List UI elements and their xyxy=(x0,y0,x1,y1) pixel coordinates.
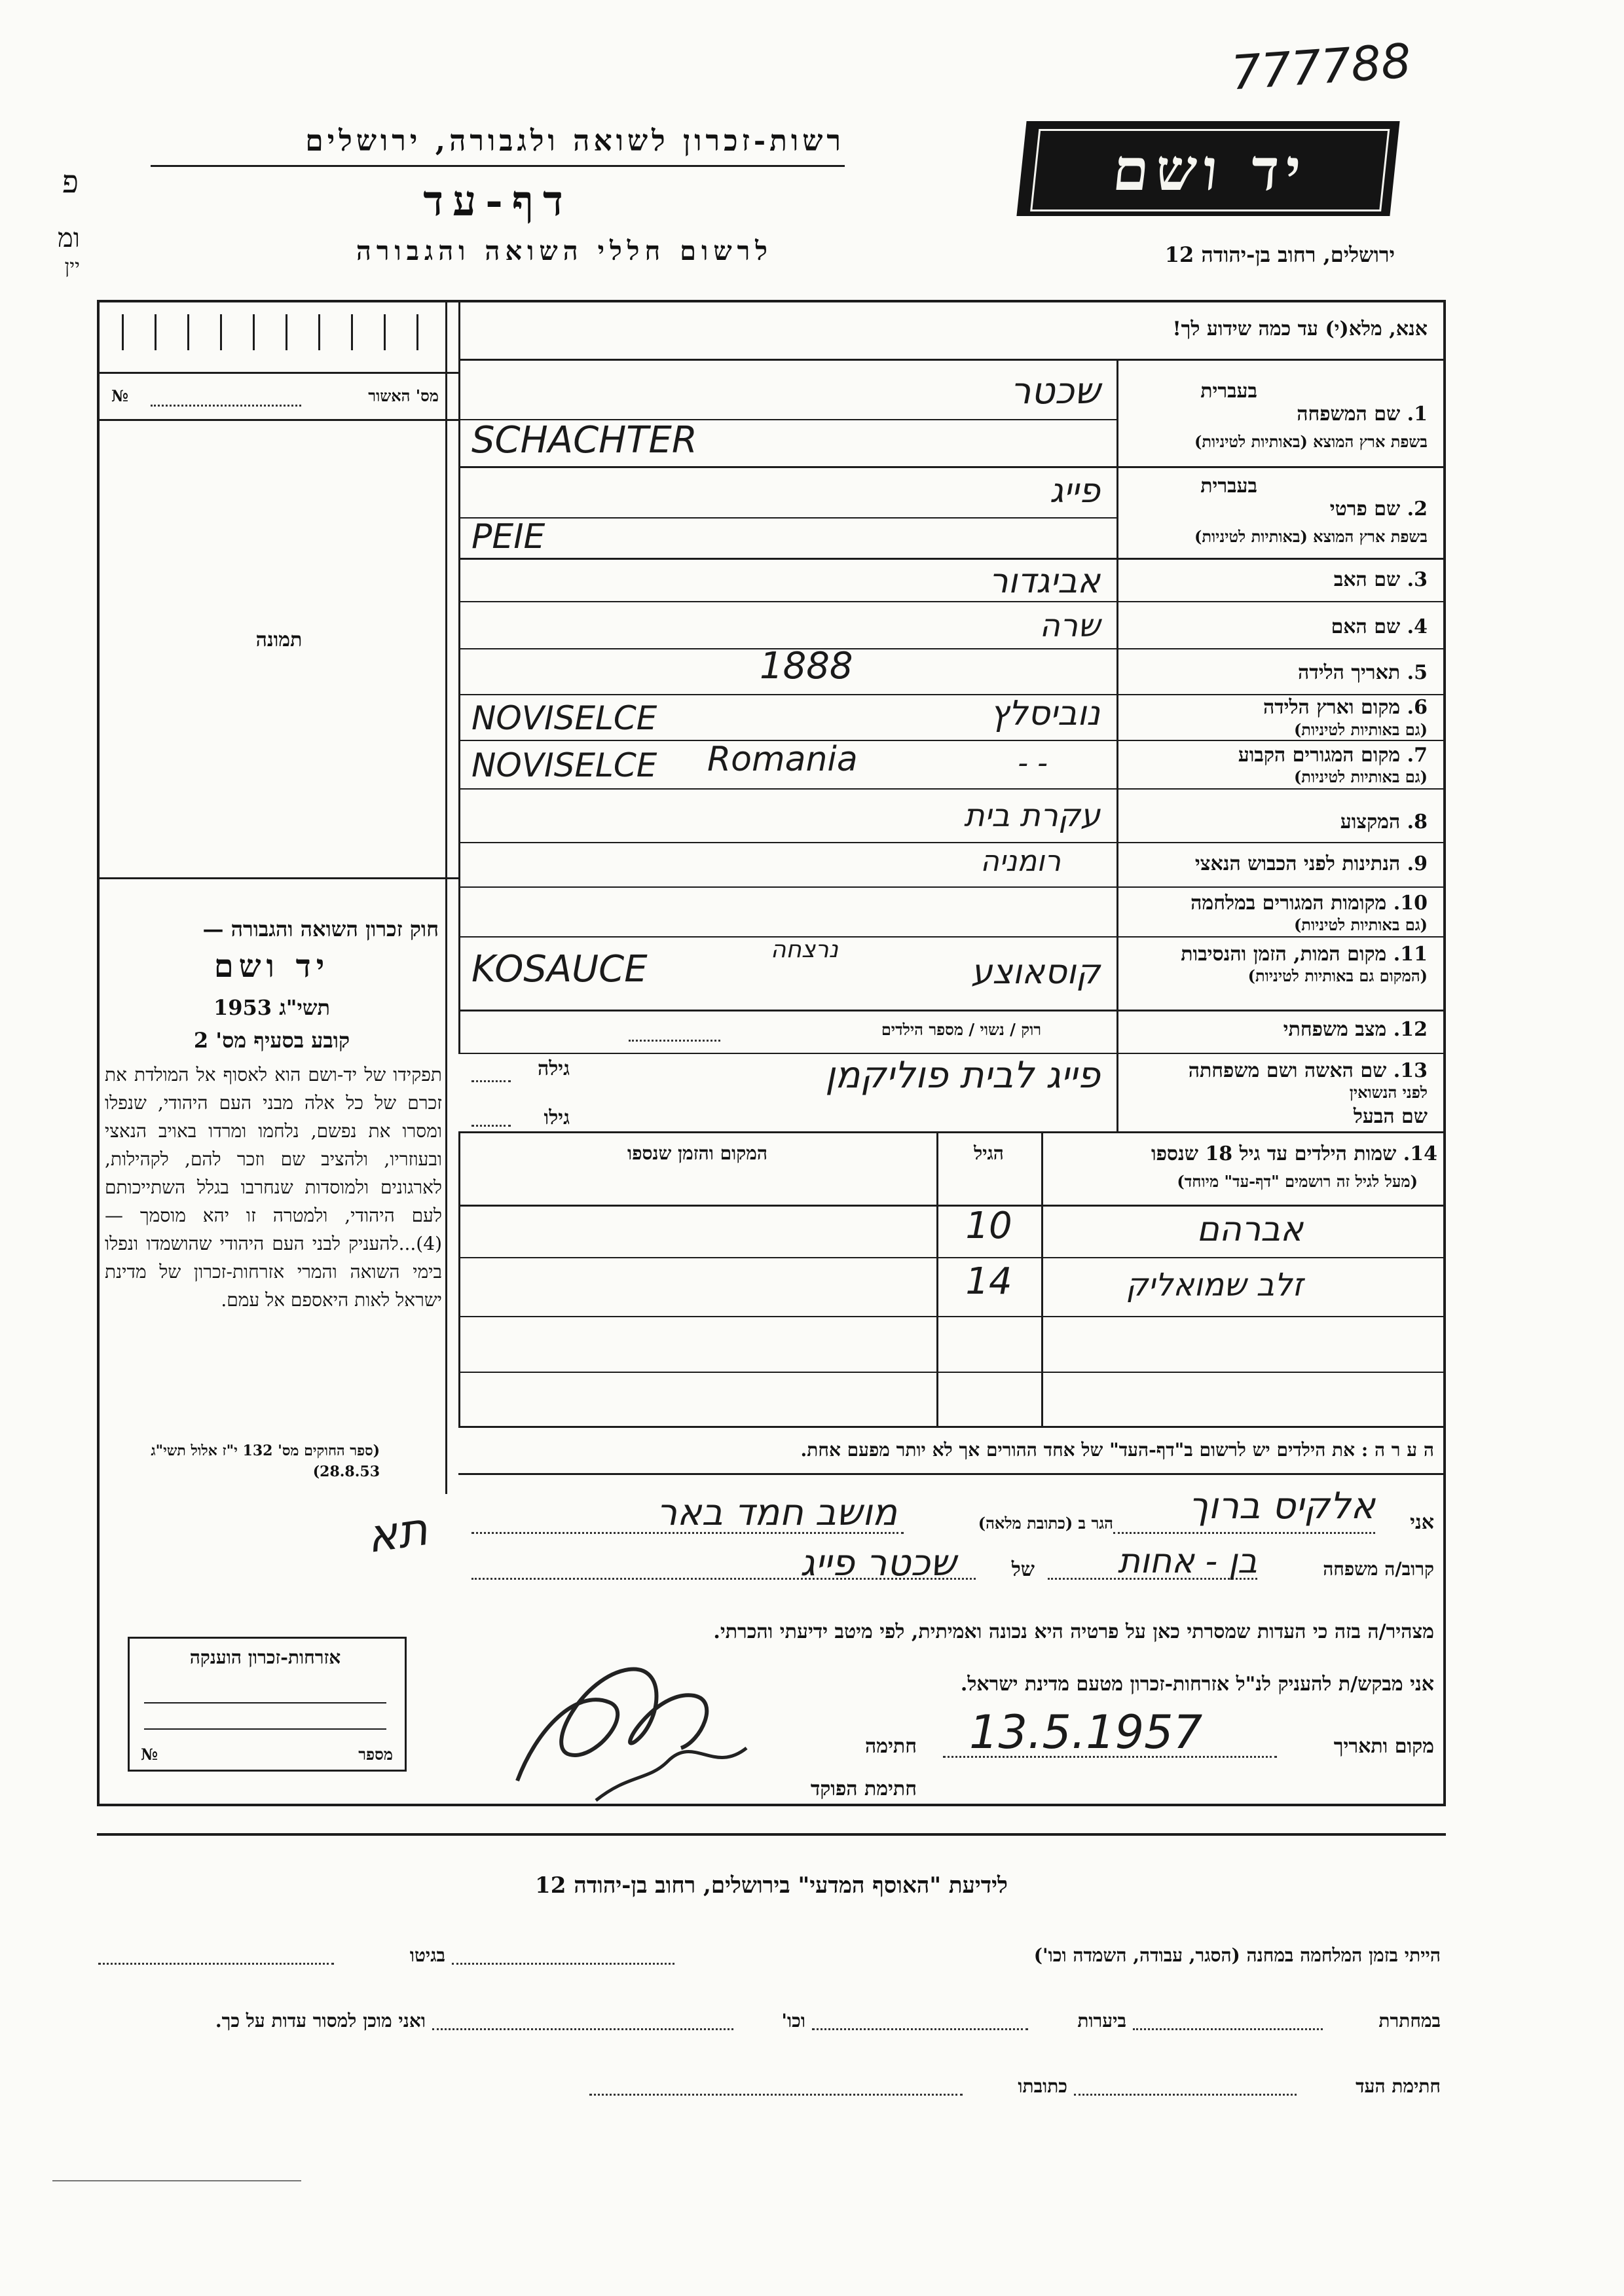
footer-line2-d: ואני מוכן למסור עדות על כך. xyxy=(215,2010,426,2032)
law-year: תשי"ג 1953 xyxy=(213,995,330,1020)
child-age: 14 xyxy=(965,1260,1012,1303)
footer-line2-c: וכו' xyxy=(781,2010,805,2032)
birth-place-latin: NOVISELCE xyxy=(471,699,657,737)
relation-value: בן - אחות xyxy=(1117,1542,1257,1581)
footer-line2-b: ביערות xyxy=(1077,2010,1126,2032)
field-label-5: 5. תאריך הלידה xyxy=(1298,661,1428,684)
declaration-request: אני מבקש/ת להעניק לנ"ל אזרחות-זכרון מטעם מדינת ישראל. xyxy=(960,1673,1434,1696)
children-sub: (מעל לגיל זה רושמים "דף-עד" מיוחד) xyxy=(1177,1172,1418,1191)
husband-age-label: גילו xyxy=(544,1106,570,1129)
field-label-6: 6. מקום וארץ הלידה xyxy=(1263,696,1428,719)
declaration-date: 13.5.1957 xyxy=(969,1705,1203,1759)
declaration-statement: מצהיר/ה בזה כי העדות שמסרתי כאן על פרטיה היא נכונה ואמיתית, לפי מיטב ידיעתי והכרתי. xyxy=(713,1620,1434,1643)
nationality: רומניה xyxy=(980,845,1061,878)
marital-options: רוק / נשוי / מספר הילדים xyxy=(881,1020,1041,1039)
child-name: אברהם xyxy=(1196,1210,1303,1249)
hebrew-label-2: בעברית xyxy=(1200,475,1257,498)
field-label-1: 1. שם המשפחה xyxy=(1297,403,1428,426)
yad-vashem-logo xyxy=(1016,121,1399,216)
field-label-2: 2. שם פרטי xyxy=(1329,498,1428,520)
children-label: 14. שמות הילדים עד גיל 18 שנספו xyxy=(1151,1142,1437,1165)
field-label-husband: שם הבעל xyxy=(1353,1105,1428,1128)
father-name: אביגדור xyxy=(989,562,1100,601)
birth-place-hebrew: נוביסלץ xyxy=(989,694,1100,733)
field-label-13: 13. שם האשה ושם משפחתה xyxy=(1188,1059,1428,1082)
death-place-latin: KOSAUCE xyxy=(471,948,648,991)
field-label-10: 10. מקומות המגורים במלחמה xyxy=(1190,892,1428,915)
field-sub-13: לפני הנשואין xyxy=(1349,1083,1428,1102)
hebrew-label-1: בעברית xyxy=(1200,380,1257,403)
footer-line1-b: בגיטו xyxy=(409,1944,445,1966)
signature-label: חתימה xyxy=(865,1735,917,1758)
field-label-11: 11. מקום המות, הזמן והנסיבות xyxy=(1181,943,1428,966)
residence-latin: NOVISELCE xyxy=(471,746,657,784)
field-sub-7: (גם באותיות לטיניות) xyxy=(1293,767,1428,786)
footer-line2-a: במחתרת xyxy=(1378,2010,1441,2032)
field-label-7: 7. מקום המגורים הקבוע xyxy=(1238,744,1428,767)
children-age-header: הגיל xyxy=(974,1142,1004,1164)
family-name-hebrew: שכטר xyxy=(1010,370,1100,412)
first-name-latin: PEIE xyxy=(471,517,545,556)
law-text: תפקידו של יד-ושם הוא לאסוף אל המולדת את זכרם של כל אלה מבני העם היהודי, שנפלו ומסרו את נפשם, נלחמו ומרדו באויב הנאצי ובעוזריו, ולהציב שם וזכר להם, לקהילות, לארגונים ולמוסדות שנחרבו בגלל השתייכותם לעם היהודי, ולמטרה זו יהא מוסמך — (4)...להעניק לבני העם היהודי שהושמדו ונפלו בימי השואה והמרי אזרחות-זכרון של מדינת ישראל לאות היאספם אל עמם. xyxy=(105,1064,442,1311)
logo-text: יד ושם xyxy=(1030,129,1390,211)
approval-num-sign: № xyxy=(111,386,129,405)
death-circumstance: נרצחה xyxy=(770,936,838,963)
memorial-number-label: מספר xyxy=(358,1745,393,1764)
law-source: (ספר החוקים מס' 132 י"ז אלול תשי"ג 28.8.53) xyxy=(151,1442,380,1480)
law-title: חוק זכרון השואה והגבורה — xyxy=(202,917,439,941)
wife-age-label: גילה xyxy=(537,1057,570,1080)
residence-hebrew: - - xyxy=(1018,746,1048,780)
memorial-num-sign: № xyxy=(141,1745,158,1764)
stamp-number: 777788 xyxy=(1229,33,1413,101)
place-date-label: מקום ותאריך xyxy=(1333,1735,1434,1758)
signature-scrawl xyxy=(498,1650,773,1807)
photo-label: תמונה xyxy=(255,629,303,651)
form-subtitle: לרשום חללי השואה והגבורה xyxy=(356,236,773,266)
margin-mark-1: פ xyxy=(62,164,79,200)
of-label: של xyxy=(1011,1558,1035,1581)
profession: עקרת בית xyxy=(963,797,1100,834)
footer-line3-b: כתובתו xyxy=(1018,2075,1067,2097)
field-label-9: 9. הנתינות לפני הכבוש הנאצי xyxy=(1194,852,1428,875)
declarant-address: מושב חמד באר xyxy=(656,1491,897,1534)
handwritten-mark: תא xyxy=(363,1501,432,1564)
officer-signature-label: חתימת הפוקד xyxy=(810,1777,917,1800)
form-title: דף-עד xyxy=(423,177,572,226)
footer-line1-a: הייתי בזמן המלחמה במחנה (הסגר, עבודה, השמדה וכו') xyxy=(1033,1944,1441,1966)
death-place-hebrew: קוסאוצע xyxy=(970,953,1100,992)
wife-name: פייג לבית פוליקמן xyxy=(825,1054,1100,1097)
birth-date: 1888 xyxy=(760,645,853,687)
field-sub-6: (גם באותיות לטיניות) xyxy=(1293,720,1428,739)
form-intro: אנא, מלא(י) עד כמה שידוע לך! xyxy=(1172,318,1428,340)
law-section: קובע בסעיף מס' 2 xyxy=(193,1028,350,1053)
footer-line3-a: חתימת העד xyxy=(1356,2075,1441,2097)
margin-mark-3: יין xyxy=(64,255,80,278)
resides-label: הגר ב (כתובת מלאה) xyxy=(978,1514,1113,1533)
field-sub-2: בשפת ארץ המוצא (באותיות לטיניות) xyxy=(1194,527,1428,546)
children-note: ה ע ר ה : את הילדים יש לרשום ב"דף-העד" של אחד ההורים אך לא יותר מפעם אחת. xyxy=(800,1439,1434,1461)
declarant-name: אלקיס ברוך xyxy=(1189,1485,1375,1527)
ani-label: אני xyxy=(1410,1511,1434,1534)
field-sub-11: (המקום גם באותיות לטיניות) xyxy=(1247,966,1428,985)
family-name-latin: SCHACHTER xyxy=(471,419,697,462)
margin-mark-2: ומ xyxy=(58,223,80,253)
child-age: 10 xyxy=(965,1205,1012,1247)
of-name: שכטר פייג xyxy=(800,1542,956,1584)
authority-name: רשות-זכרון לשואה ולגבורה, ירושלים xyxy=(305,124,845,158)
field-sub-1: בשפת ארץ המוצא (באותיות לטיניות) xyxy=(1194,432,1428,451)
mother-name: שרה xyxy=(1039,608,1100,644)
children-place-header: המקום והזמן שנספו xyxy=(627,1142,767,1164)
field-label-12: 12. מצב משפחתי xyxy=(1283,1018,1428,1041)
approval-label: מס' האשור xyxy=(368,386,439,405)
header-address: ירושלים, רחוב בן-יהודה 12 xyxy=(1164,242,1395,267)
field-label-8: 8. המקצוע xyxy=(1340,811,1428,833)
first-name-hebrew: פייג xyxy=(1049,471,1100,511)
field-label-4: 4. שם האם xyxy=(1331,615,1428,638)
law-name: יד ושם xyxy=(213,948,330,985)
memorial-title: אזרחות-זכרון הוענקה xyxy=(189,1647,341,1668)
relation-label: קרוב/ה משפחה xyxy=(1323,1558,1434,1580)
residence-country: Romania xyxy=(707,740,858,779)
child-name: זלב שמואליק xyxy=(1126,1267,1303,1303)
field-label-3: 3. שם האב xyxy=(1333,568,1428,591)
field-sub-10: (גם באותיות לטיניות) xyxy=(1293,915,1428,934)
footer-title: לידיעת "האוסף המדעי" בירושלים, רחוב בן-יהודה 12 xyxy=(535,1872,1008,1899)
